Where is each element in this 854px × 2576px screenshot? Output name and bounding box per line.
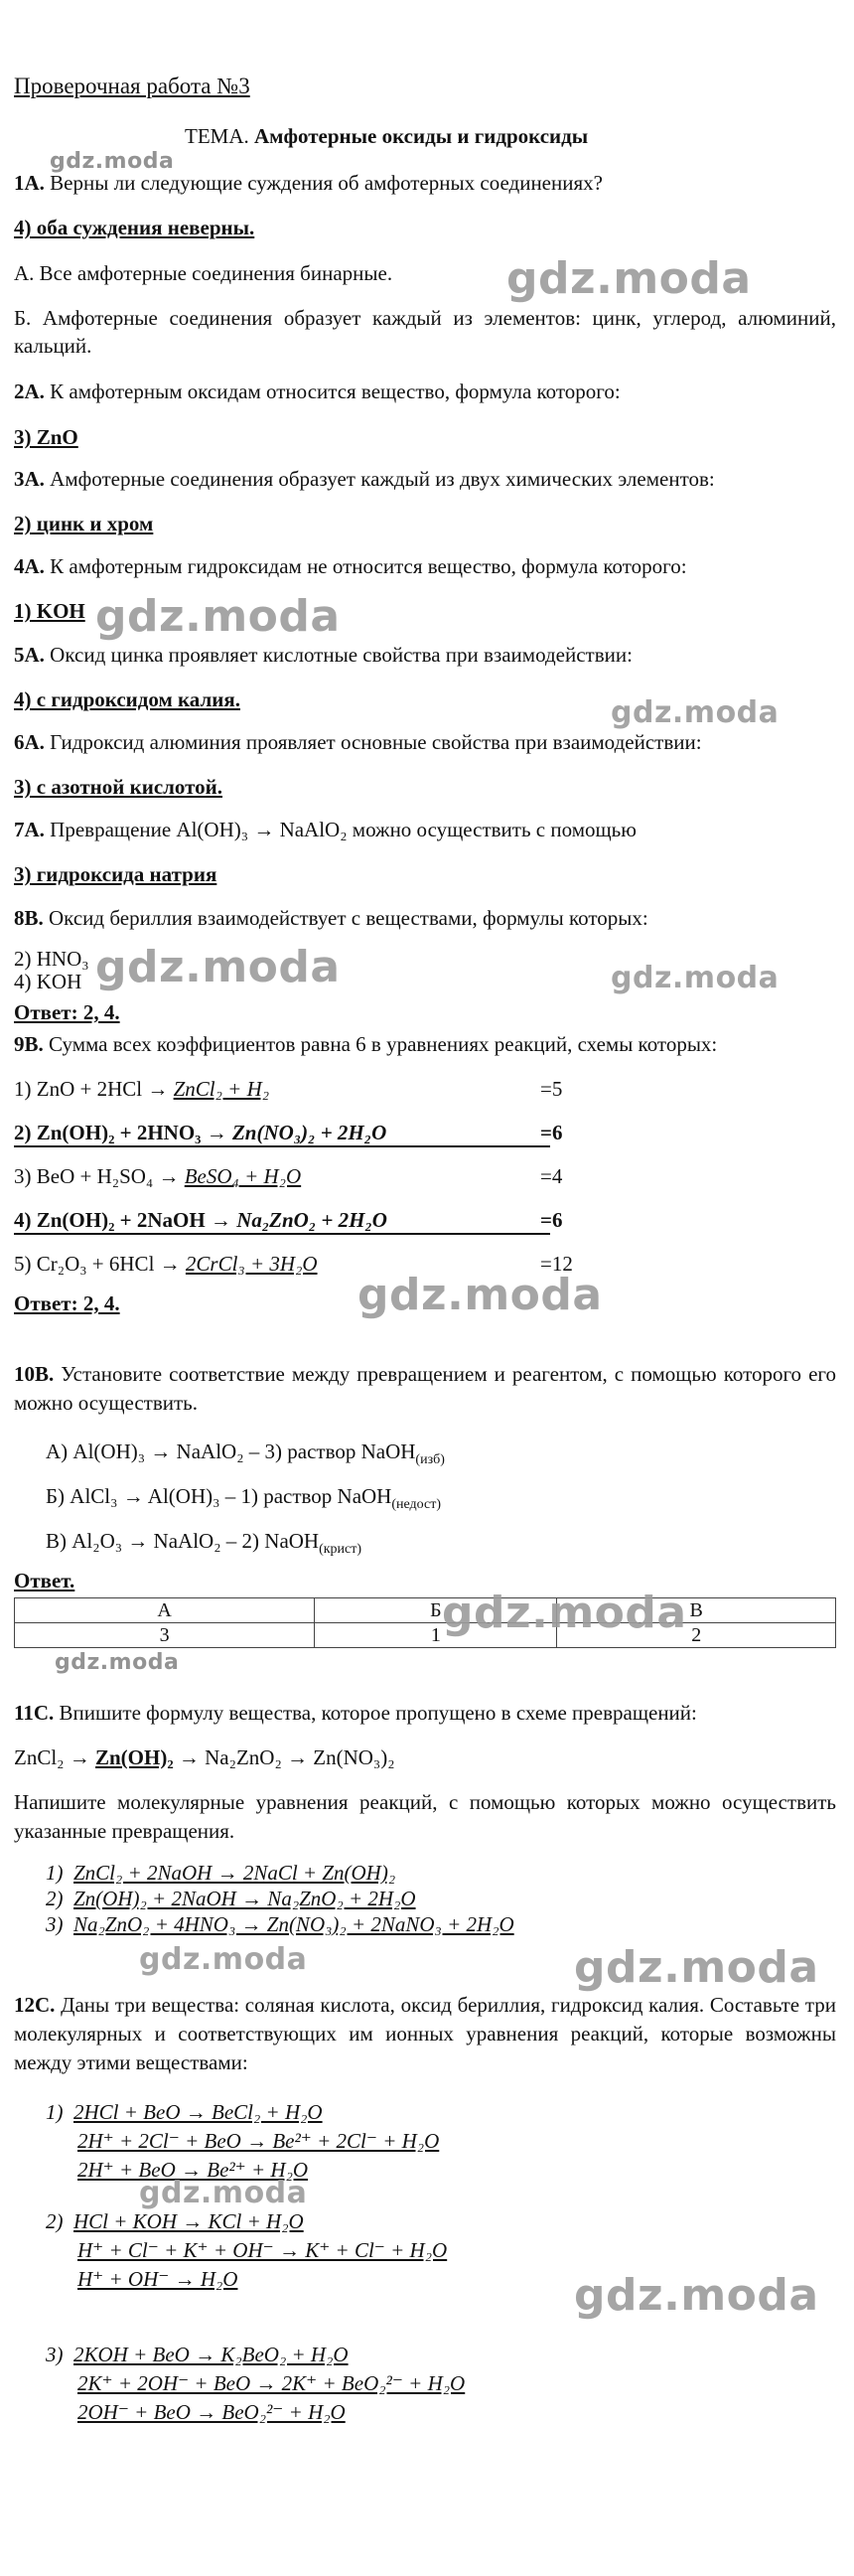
q12-group [46, 2098, 439, 2185]
q2-answer: 3) ZnO [14, 425, 78, 449]
q10-row-text: В) Al₂O₃ → NaAlO₂ – 2) NaOH [46, 1529, 320, 1553]
q9-row-left: 2) Zn(OH)₂ + 2HNO₃ → [14, 1121, 227, 1144]
q11-scheme-end: → Na₂ZnO₂ → Zn(NO₃)₂ [178, 1745, 395, 1769]
q5-question [14, 642, 633, 668]
watermark: gdz.moda [139, 2176, 308, 2210]
q9-row-right: Na₂ZnO₂ + 2H₂O [236, 1208, 387, 1232]
topic-prefix: ТЕМА. [185, 124, 249, 148]
q8-option-2: 4) KOH [14, 970, 82, 993]
q11-equation-text: Zn(OH)₂ + 2NaOH → Na₂ZnO₂ + 2H₂O [73, 1887, 416, 1910]
table-header-cell: А [15, 1598, 315, 1623]
q11-equation-number: 2) [46, 1887, 64, 1910]
q9-row [14, 1076, 838, 1102]
q11-equation-number: 1) [46, 1861, 64, 1885]
q12-line: H⁺ + OH⁻ → H₂O [77, 2267, 238, 2291]
q11-equation [46, 1861, 395, 1885]
topic-line [185, 123, 588, 149]
q2-number: 2А. [14, 379, 45, 403]
q5-text: Оксид цинка проявляет кислотные свойства при взаимодействии: [50, 643, 633, 667]
q12-line: H⁺ + Cl⁻ + K⁺ + OH⁻ → K⁺ + Cl⁻ + H₂O [77, 2238, 448, 2262]
q12-line: 2K⁺ + 2OH⁻ + BeO → 2K⁺ + BeO₂²⁻ + H₂O [77, 2371, 466, 2395]
q11-scheme-start: ZnCl₂ → [14, 1745, 90, 1769]
q10-number: 10В. [14, 1362, 55, 1386]
q12-text: Даны три вещества: соляная кислота, оксид бериллия, гидроксид калия. Составьте три молекулярных и соответствующих им ионных уравнения реакций, которые возможны между этими веществами: [14, 1993, 836, 2074]
watermark: gdz.moda [611, 695, 780, 730]
topic-name: Амфотерные оксиды и гидроксиды [254, 124, 589, 148]
table-cell: 3 [15, 1623, 315, 1648]
watermark: gdz.moda [95, 591, 341, 642]
watermark: gdz.moda [95, 942, 341, 992]
q11-equation-text: ZnCl₂ + 2NaOH → 2NaCl + Zn(OH)₂ [73, 1861, 396, 1885]
watermark: gdz.moda [442, 1588, 687, 1638]
table-cell: 2 [557, 1623, 836, 1648]
q12-line: 2H⁺ + 2Cl⁻ + BeO → Be²⁺ + 2Cl⁻ + H₂O [77, 2129, 440, 2153]
table-header-cell: В [557, 1598, 836, 1623]
q10-row-text: А) Al(OH)₃ → NaAlO₂ – 3) раствор NaOH [46, 1440, 416, 1463]
q9-row [14, 1120, 563, 1147]
q8-text: Оксид бериллия взаимодействует с веществами, формулы которых: [49, 906, 648, 930]
watermark: gdz.moda [574, 1942, 819, 1993]
q7-text: Превращение Al(OH)₃ → NaAlO₂ можно осуществить с помощью [50, 818, 637, 841]
q10-answer-label: Ответ. [14, 1569, 75, 1592]
q11-scheme [14, 1744, 395, 1770]
q12-group [46, 2207, 447, 2294]
table-header-row [15, 1598, 836, 1623]
q9-row-left: 1) ZnO + 2HCl → [14, 1077, 169, 1101]
q12-line: 2OH⁻ + BeO → BeO₂²⁻ + H₂O [77, 2400, 346, 2424]
q10-row-text: Б) AlCl₃ → Al(OH)₃ – 1) раствор NaOH [46, 1484, 392, 1508]
q6-text: Гидроксид алюминия проявляет основные свойства при взаимодействии: [50, 730, 702, 754]
q11-number: 11С. [14, 1701, 55, 1725]
q4-question [14, 553, 687, 579]
q12-line: 2H⁺ + BeO → Be²⁺ + H₂O [77, 2158, 309, 2182]
q3-answer: 2) цинк и хром [14, 512, 154, 535]
q7-answer: 3) гидроксида натрия [14, 862, 217, 886]
q6-number: 6А. [14, 730, 45, 754]
q10-row-sub: (недост) [391, 1497, 442, 1513]
q4-answer: 1) KOH [14, 599, 85, 623]
q11-text: Впишите формулу вещества, которое пропущено в схеме превращений: [59, 1701, 697, 1725]
q5-number: 5А. [14, 643, 45, 667]
q9-row-right: ZnCl₂ + H₂ [173, 1077, 270, 1101]
q10-row-sub: (крист) [319, 1542, 362, 1558]
q9-number: 9В. [14, 1032, 44, 1056]
q6-question [14, 729, 702, 755]
q1-statement-b: Б. Амфотерные соединения образует каждый из элементов: цинк, углерод, алюминий, кальций. [14, 306, 836, 358]
q11-equation-number: 3) [46, 1912, 64, 1936]
q7-number: 7А. [14, 818, 45, 841]
q11-scheme-missing: Zn(OH)₂ [95, 1745, 174, 1769]
q12-group-number: 1) [46, 2100, 64, 2124]
q1-answer: 4) оба суждения неверны. [14, 216, 255, 239]
q9-row-sum: =4 [540, 1164, 563, 1188]
q12-line: 2KOH + BeO → K₂BeO₂ + H₂O [73, 2343, 349, 2366]
q9-text: Сумма всех коэффициентов равна 6 в уравнениях реакций, схемы которых: [49, 1032, 718, 1056]
q12-line: 2HCl + BeO → BeCl₂ + H₂O [73, 2100, 323, 2124]
q11-question [14, 1700, 697, 1726]
q9-row-right: 2CrCl₃ + 3H₂O [185, 1252, 318, 1276]
watermark: gdz.moda [506, 253, 752, 304]
q3-number: 3А. [14, 467, 45, 491]
q10-row [46, 1483, 441, 1518]
q2-text: К амфотерным оксидам относится вещество, формула которого: [50, 379, 621, 403]
q9-row-left: 4) Zn(OH)₂ + 2NaOH → [14, 1208, 231, 1232]
q9-row-sum: =12 [540, 1252, 573, 1276]
q9-row-right: BeSO₄ + H₂O [184, 1164, 302, 1188]
q10-text: Установите соответствие между превращением и реагентом, с помощью которого его можно осуществить. [14, 1362, 836, 1415]
q4-number: 4А. [14, 554, 45, 578]
q9-row-sum: =6 [540, 1121, 563, 1144]
q12-question [14, 1991, 836, 2077]
q1-statement-a: А. Все амфотерные соединения бинарные. [14, 261, 393, 285]
q9-row [14, 1163, 563, 1189]
watermark: gdz.moda [574, 2270, 819, 2321]
q9-answer: Ответ: 2, 4. [14, 1291, 120, 1315]
q9-row [14, 1207, 563, 1235]
watermark: gdz.moda [611, 961, 780, 995]
q9-row-right: Zn(NO₃)₂ + 2H₂O [231, 1121, 387, 1144]
q12-group-number: 3) [46, 2343, 64, 2366]
q8-answer: Ответ: 2, 4. [14, 1000, 120, 1024]
q11-equation-text: Na₂ZnO₂ + 4HNO₃ → Zn(NO₃)₂ + 2NaNO₃ + 2H₂O [73, 1912, 514, 1936]
q9-question [14, 1031, 717, 1057]
q10-question [14, 1360, 836, 1418]
q7-question [14, 817, 637, 842]
q10-answer-table [14, 1597, 836, 1648]
q1-text: Верны ли следующие суждения об амфотерных соединениях? [50, 171, 603, 195]
q9-row-left: 3) BeO + H₂SO₄ → [14, 1164, 180, 1188]
q2-question [14, 379, 621, 404]
watermark: gdz.moda [55, 1650, 180, 1675]
q3-question [14, 466, 715, 492]
q12-group-number: 2) [46, 2209, 64, 2233]
q9-row [14, 1251, 573, 1277]
page-title: Проверочная работа №3 [14, 74, 250, 98]
watermark: gdz.moda [139, 1942, 308, 1977]
table-row [15, 1623, 836, 1648]
q9-row-left: 5) Cr₂O₃ + 6HCl → [14, 1252, 181, 1276]
q9-row-sum: =5 [540, 1077, 563, 1101]
q11-equation [46, 1887, 416, 1910]
q8-option-1: 2) HNO₃ [14, 947, 89, 971]
q11-equation [46, 1912, 514, 1936]
q12-number: 12С. [14, 1993, 56, 2017]
q1-number: 1А. [14, 171, 45, 195]
q10-row [46, 1528, 361, 1563]
table-cell: 1 [315, 1623, 557, 1648]
watermark: gdz.moda [50, 149, 175, 174]
q9-row-sum: =6 [540, 1208, 563, 1232]
q12-line: HCl + KOH → KCl + H₂O [73, 2209, 304, 2233]
q10-row-sub: (изб) [415, 1452, 445, 1468]
q5-answer: 4) с гидроксидом калия. [14, 687, 240, 711]
q10-row [46, 1439, 445, 1473]
q4-text: К амфотерным гидроксидам не относится вещество, формула которого: [50, 554, 687, 578]
q8-number: 8В. [14, 906, 44, 930]
q12-group [46, 2341, 465, 2427]
table-header-cell: Б [315, 1598, 557, 1623]
q11-task: Напишите молекулярные уравнения реакций, с помощью которых можно осуществить указанные превращения. [14, 1790, 836, 1843]
q8-question [14, 905, 648, 931]
q6-answer: 3) с азотной кислотой. [14, 775, 223, 799]
watermark: gdz.moda [357, 1270, 603, 1320]
q3-text: Амфотерные соединения образует каждый из двух химических элементов: [50, 467, 715, 491]
